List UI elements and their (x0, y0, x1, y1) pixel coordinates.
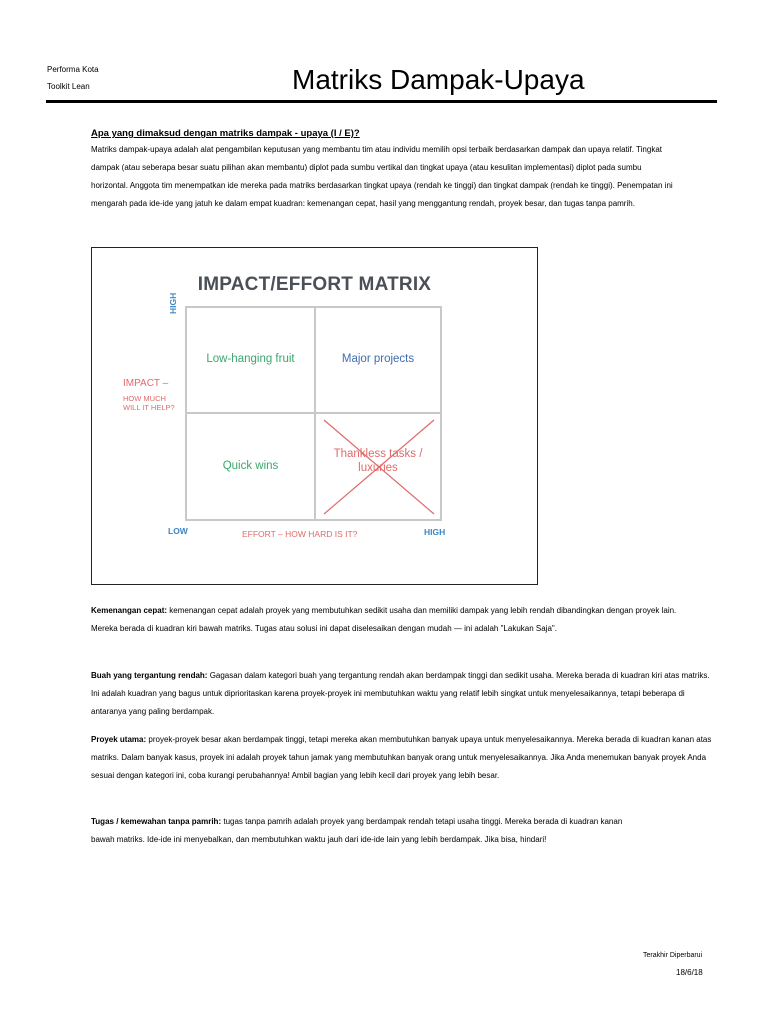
org-name: Performa Kota (47, 65, 99, 74)
section-label: Proyek utama: (91, 735, 147, 744)
effort-low-label: LOW (168, 526, 188, 536)
section-label: Tugas / kemewahan tanpa pamrih: (91, 817, 222, 826)
impact-high-label: HIGH (168, 292, 178, 314)
quadrant-low-hanging-fruit: Low-hanging fruit (206, 353, 295, 365)
intro-line: mengarah pada ide-ide yang jatuh ke dalam empat kuadran: kemenangan cepat, hasil yang menggantung rendah, proyek besar, dan tugas tanpa pamrih. (91, 199, 635, 208)
section-text: Gagasan dalam kategori buah yang tergantung rendah akan berdampak tinggi dan sedikit usaha. Mereka berada di kuadran kiri atas matriks. (209, 671, 710, 680)
last-updated-date: 18/6/18 (676, 968, 703, 977)
section-text: matriks. Dalam banyak kasus, proyek ini adalah proyek tahun jamak yang membutuhkan banyak orang untuk menyelesaikannya. Jika Anda menemukan banyak proyek Anda (91, 753, 707, 762)
section-quick-wins (91, 602, 731, 638)
figure-title: IMPACT/EFFORT MATRIX (197, 274, 432, 295)
section-text: Mereka berada di kuadran kiri bawah matriks. Tugas atau solusi ini dapat diselesaikan dengan mudah — ini adalah "Lakukan Saja". (91, 624, 557, 633)
section-text: Ini adalah kuadran yang bagus untuk diprioritaskan karena proyek-proyek ini membutuhkan waktu yang relatif lebih singkat untuk menyelesaikannya, tetapi beberapa di (91, 689, 685, 698)
matrix-grid (185, 306, 442, 521)
impact-axis-line: IMPACT – (123, 378, 169, 389)
quadrant-label-line: Thankless tasks / (333, 448, 423, 460)
impact-effort-matrix-figure (91, 247, 538, 585)
quadrant-thankless-tasks (316, 447, 440, 475)
section-major-projects (91, 731, 731, 785)
intro-heading: Apa yang dimaksud dengan matriks dampak - upaya (I / E)? (91, 128, 360, 139)
quadrant-major-projects: Major projects (341, 353, 415, 365)
page-title: Matriks Dampak-Upaya (292, 64, 585, 95)
section-thankless-tasks (91, 813, 731, 849)
impact-axis-line: HOW MUCH (123, 394, 166, 403)
impact-axis-sublabel (123, 394, 175, 412)
effort-axis-label: EFFORT – HOW HARD IS IT? (242, 529, 358, 539)
section-text: sesuai dengan kategori ini, coba kurangi perubahannya! Ambil bagian yang lebih kecil dari proyek yang lebih besar. (91, 771, 500, 780)
section-label: Kemenangan cepat: (91, 606, 168, 615)
intro-line: horizontal. Anggota tim menempatkan ide mereka pada matriks berdasarkan tingkat upaya (rendah ke tinggi) dan tingkat dampak (rendah ke tinggi). Penempatan ini (91, 181, 673, 190)
quadrant-quick-wins: Quick wins (222, 460, 279, 472)
section-text: antaranya yang paling berdampak. (91, 707, 215, 716)
last-updated-label: Terakhir Diperbarui (643, 952, 703, 959)
impact-axis-line: WILL IT HELP? (123, 403, 175, 412)
section-text: proyek-proyek besar akan berdampak tinggi, tetapi mereka akan membutuhkan banyak upaya untuk menyelesaikannya. Mereka berada di kuadran kanan atas (148, 735, 712, 744)
quadrant-label-line: luxuries (358, 462, 398, 474)
header-divider (46, 100, 717, 103)
section-label: Buah yang tergantung rendah: (91, 671, 208, 680)
section-text: kemenangan cepat adalah proyek yang membutuhkan sedikit usaha dan memiliki dampak yang lebih rendah dibandingkan dengan proyek lain. (169, 606, 677, 615)
intro-paragraph (91, 141, 731, 213)
effort-high-label: HIGH (424, 527, 446, 537)
section-text: tugas tanpa pamrih adalah proyek yang berdampak rendah tetapi usaha tinggi. Mereka berada di kuadran kanan (223, 817, 623, 826)
toolkit-name: Toolkit Lean (47, 82, 90, 91)
intro-line: dampak (atau seberapa besar suatu pilihan akan membantu) diplot pada sumbu vertikal dan tingkat upaya (atau kesulitan implementasi) diplot pada sumbu (91, 163, 642, 172)
section-text: bawah matriks. Ide-ide ini menyebalkan, dan membutuhkan waktu jauh dari ide-ide lain yang lebih berdampak. Jika bisa, hindari! (91, 835, 547, 844)
impact-axis-label (123, 378, 168, 390)
section-low-hanging-fruit (91, 667, 731, 721)
intro-line: Matriks dampak-upaya adalah alat pengambilan keputusan yang membantu tim atau individu memilih opsi terbaik berdasarkan dampak dan upaya relatif. Tingkat (91, 145, 662, 154)
